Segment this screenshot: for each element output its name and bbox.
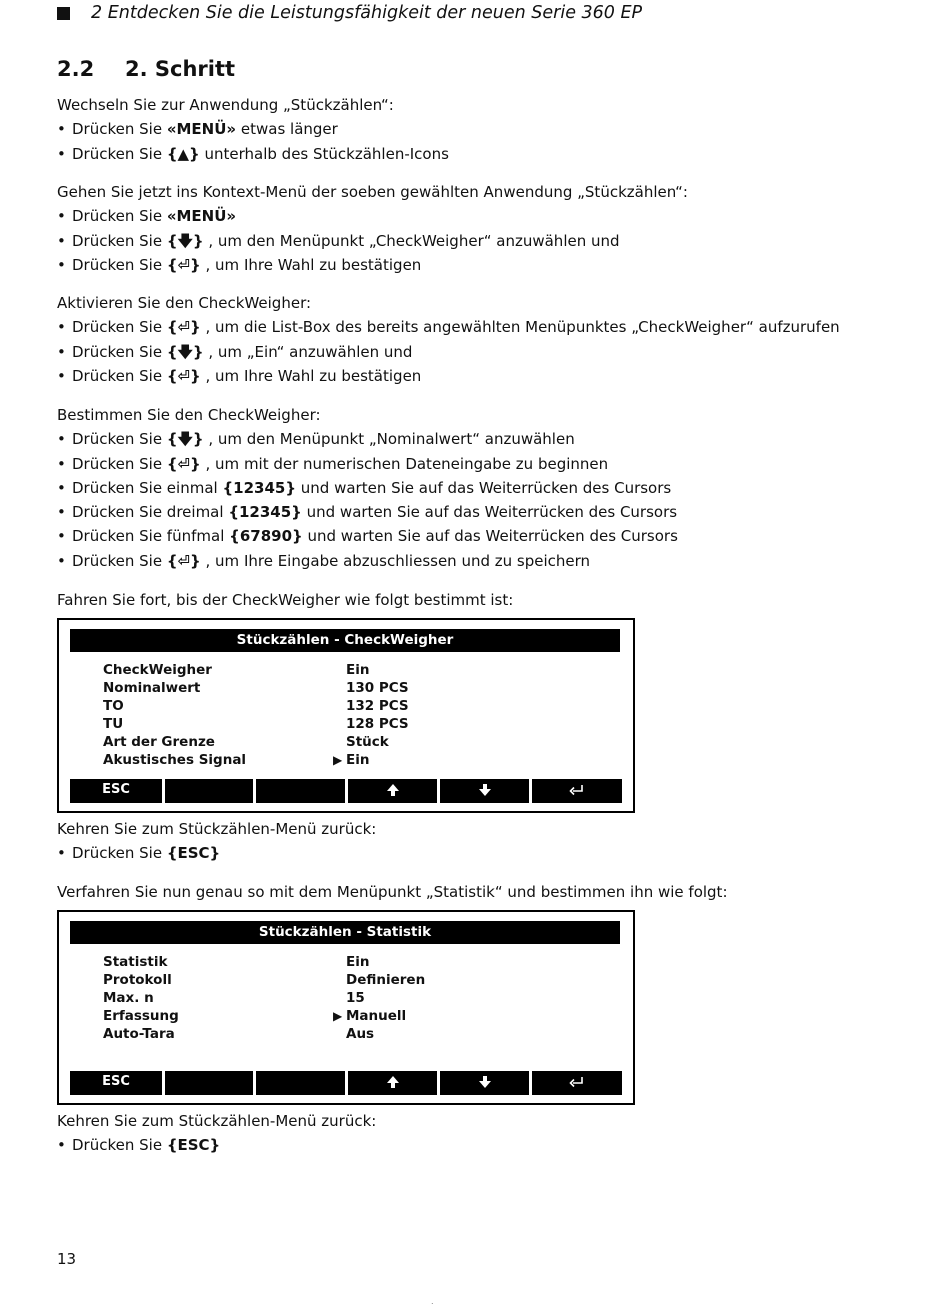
bullet-icon: • <box>57 318 66 337</box>
list-item <box>57 315 840 339</box>
instruction-block <box>57 588 513 612</box>
item-text: und warten Sie auf das Weiterrücken des Cursors <box>302 527 678 546</box>
list-item <box>57 427 678 451</box>
list-item <box>57 142 449 166</box>
row-label: Art der Grenze <box>103 734 215 750</box>
instruction-block <box>57 817 376 866</box>
enter-icon <box>569 783 585 797</box>
bullet-icon: • <box>57 1136 66 1155</box>
bullet-icon: • <box>57 366 66 385</box>
menu-row[interactable] <box>103 733 389 751</box>
key-label: {12345} <box>228 503 302 522</box>
bullet-icon: • <box>57 478 66 497</box>
menu-row[interactable] <box>103 953 369 971</box>
selection-arrow-icon: ▶ <box>333 1009 343 1023</box>
item-text: , um den Menüpunkt „CheckWeigher“ anzuwählen und <box>203 231 620 250</box>
item-text: Drücken Sie <box>72 342 167 361</box>
bullet-icon: • <box>57 144 66 163</box>
item-text: Drücken Sie <box>72 844 167 863</box>
instruction-block <box>57 1109 376 1158</box>
bullet-icon: • <box>57 255 66 274</box>
item-text: , um Ihre Wahl zu bestätigen <box>200 255 422 274</box>
menu-row[interactable] <box>103 1025 374 1043</box>
item-text: Drücken Sie einmal <box>72 478 223 497</box>
item-text: und warten Sie auf das Weiterrücken des Cursors <box>296 478 672 497</box>
panel-title: Stückzählen - Statistik <box>70 921 620 944</box>
row-label: Nominalwert <box>103 680 201 696</box>
menu-row-selected[interactable] <box>103 1007 406 1025</box>
list-item <box>57 452 678 476</box>
down-softkey[interactable] <box>440 779 529 803</box>
header-text: 2 Entdecken Sie die Leistungsfähigkeit der neuen Serie 360 EP <box>91 3 643 23</box>
row-label: Erfassung <box>103 1008 179 1024</box>
bullet-icon: • <box>57 207 66 226</box>
display-panel-statistik <box>57 910 635 1105</box>
key-label: {⏎} <box>166 454 201 473</box>
item-text: Drücken Sie <box>72 1136 167 1155</box>
key-label: «MENÜ» <box>166 207 237 226</box>
item-text: Drücken Sie <box>72 454 167 473</box>
menu-row[interactable] <box>103 971 425 989</box>
key-label: {▲} <box>166 144 200 163</box>
item-text: Drücken Sie <box>72 430 167 449</box>
key-label: {67890} <box>229 527 303 546</box>
block-intro: Aktivieren Sie den CheckWeigher: <box>57 294 312 312</box>
enter-icon <box>569 1075 585 1089</box>
section-number: 2.2 <box>57 57 95 81</box>
row-value: Manuell <box>346 1008 407 1024</box>
key-label: {⏎} <box>166 318 201 337</box>
list-item <box>57 500 678 524</box>
item-text: , um „Ein“ anzuwählen und <box>203 342 413 361</box>
list-item <box>57 340 840 364</box>
menu-row[interactable] <box>103 697 409 715</box>
row-value: Aus <box>346 1026 375 1042</box>
instruction-block <box>57 403 678 573</box>
softkey-bar <box>70 1071 622 1095</box>
instruction-block <box>57 93 449 166</box>
list-item <box>57 229 688 253</box>
item-text: , um mit der numerischen Dateneingabe zu beginnen <box>200 454 609 473</box>
key-label: {🡇} <box>166 430 204 449</box>
up-arrow-icon <box>386 1075 400 1089</box>
item-text: unterhalb des Stückzählen-Icons <box>199 144 449 163</box>
row-label: Akustisches Signal <box>103 752 247 768</box>
menu-row[interactable] <box>103 989 365 1007</box>
row-value: 15 <box>346 990 365 1006</box>
instruction-block <box>57 880 728 904</box>
key-label: {🡇} <box>166 342 204 361</box>
down-softkey[interactable] <box>440 1071 529 1095</box>
display-panel-checkweigher <box>57 618 635 813</box>
row-label: Max. n <box>103 990 154 1006</box>
item-text: Drücken Sie <box>72 120 167 139</box>
key-label: {🡇} <box>166 231 204 250</box>
key-label: {⏎} <box>166 366 201 385</box>
block-intro: Kehren Sie zum Stückzählen-Menü zurück: <box>57 1112 377 1130</box>
bullet-icon: • <box>57 231 66 250</box>
item-text: Drücken Sie <box>72 207 167 226</box>
down-arrow-icon <box>478 783 492 797</box>
block-intro: Wechseln Sie zur Anwendung „Stückzählen“: <box>57 96 394 114</box>
section-heading <box>57 57 235 81</box>
blank-softkey[interactable] <box>165 1071 253 1095</box>
item-text: und warten Sie auf das Weiterrücken des Cursors <box>301 503 678 522</box>
list-item <box>57 476 678 500</box>
instruction-block <box>57 180 688 277</box>
block-intro: Verfahren Sie nun genau so mit dem Menüpunkt „Statistik“ und bestimmen ihn wie folgt: <box>57 883 728 901</box>
list-item <box>57 204 688 228</box>
block-intro: Bestimmen Sie den CheckWeigher: <box>57 406 321 424</box>
key-label: {⏎} <box>166 551 201 570</box>
item-text: , um den Menüpunkt „Nominalwert“ anzuwählen <box>203 430 575 449</box>
bullet-icon: • <box>57 844 66 863</box>
block-intro: Fahren Sie fort, bis der CheckWeigher wie folgt bestimmt ist: <box>57 591 514 609</box>
enter-softkey[interactable] <box>532 779 622 803</box>
row-value: Stück <box>346 734 389 750</box>
item-text: Drücken Sie <box>72 366 167 385</box>
block-intro: Kehren Sie zum Stückzählen-Menü zurück: <box>57 820 377 838</box>
item-text: Drücken Sie <box>72 231 167 250</box>
key-label: {ESC} <box>166 1136 221 1155</box>
row-value: Ein <box>346 954 370 970</box>
item-text: , um die List-Box des bereits angewählten Menüpunktes „CheckWeigher“ aufzurufen <box>200 318 840 337</box>
section-title: 2. Schritt <box>125 57 236 81</box>
row-value: Ein <box>346 752 370 768</box>
bullet-icon: • <box>57 120 66 139</box>
page-number: 13 <box>57 1250 77 1268</box>
row-label: CheckWeigher <box>103 662 212 678</box>
up-softkey[interactable] <box>348 779 437 803</box>
bullet-icon: • <box>57 527 66 546</box>
panel-title: Stückzählen - CheckWeigher <box>70 629 620 652</box>
item-text: Drücken Sie <box>72 318 167 337</box>
row-value: Ein <box>346 662 370 678</box>
selection-arrow-icon: ▶ <box>333 753 343 767</box>
running-header <box>57 3 642 23</box>
key-label: {ESC} <box>166 844 221 863</box>
list-item <box>57 364 840 388</box>
row-label: Statistik <box>103 954 168 970</box>
up-softkey[interactable] <box>348 1071 437 1095</box>
list-item <box>57 117 449 141</box>
item-text: , um Ihre Wahl zu bestätigen <box>200 366 422 385</box>
key-label: {⏎} <box>166 255 201 274</box>
instruction-block <box>57 291 840 388</box>
enter-softkey[interactable] <box>532 1071 622 1095</box>
blank-softkey[interactable] <box>165 779 253 803</box>
row-value: 132 PCS <box>346 698 409 714</box>
key-label: «MENÜ» <box>166 120 237 139</box>
row-label: Auto-Tara <box>103 1026 175 1042</box>
item-text: Drücken Sie dreimal <box>72 503 229 522</box>
down-arrow-icon <box>478 1075 492 1089</box>
list-item <box>57 549 678 573</box>
item-text: , um Ihre Eingabe abzuschliessen und zu speichern <box>200 551 591 570</box>
list-item <box>57 253 688 277</box>
list-item <box>57 1133 376 1157</box>
footer-mark: . <box>431 1297 434 1306</box>
row-value: 128 PCS <box>346 716 409 732</box>
row-label: Protokoll <box>103 972 172 988</box>
row-label: TU <box>103 716 124 732</box>
square-bullet-icon <box>57 7 70 20</box>
item-text: Drücken Sie <box>72 144 167 163</box>
menu-row[interactable] <box>103 661 369 679</box>
item-text: etwas länger <box>236 120 338 139</box>
item-text: Drücken Sie fünfmal <box>72 527 230 546</box>
bullet-icon: • <box>57 551 66 570</box>
softkey-bar <box>70 779 622 803</box>
menu-row[interactable] <box>103 715 409 733</box>
menu-row[interactable] <box>103 679 409 697</box>
esc-softkey[interactable]: ESC <box>70 1071 162 1095</box>
bullet-icon: • <box>57 430 66 449</box>
item-text: Drücken Sie <box>72 255 167 274</box>
menu-row-selected[interactable] <box>103 751 369 769</box>
up-arrow-icon <box>386 783 400 797</box>
list-item <box>57 524 678 548</box>
item-text: Drücken Sie <box>72 551 167 570</box>
blank-softkey[interactable] <box>256 779 345 803</box>
bullet-icon: • <box>57 503 66 522</box>
bullet-icon: • <box>57 454 66 473</box>
list-item <box>57 841 376 865</box>
block-intro: Gehen Sie jetzt ins Kontext-Menü der soeben gewählten Anwendung „Stückzählen“: <box>57 183 688 201</box>
row-value: 130 PCS <box>346 680 409 696</box>
row-label: TO <box>103 698 124 714</box>
row-value: Definieren <box>346 972 426 988</box>
esc-softkey[interactable]: ESC <box>70 779 162 803</box>
blank-softkey[interactable] <box>256 1071 345 1095</box>
key-label: {12345} <box>222 478 297 497</box>
bullet-icon: • <box>57 342 66 361</box>
